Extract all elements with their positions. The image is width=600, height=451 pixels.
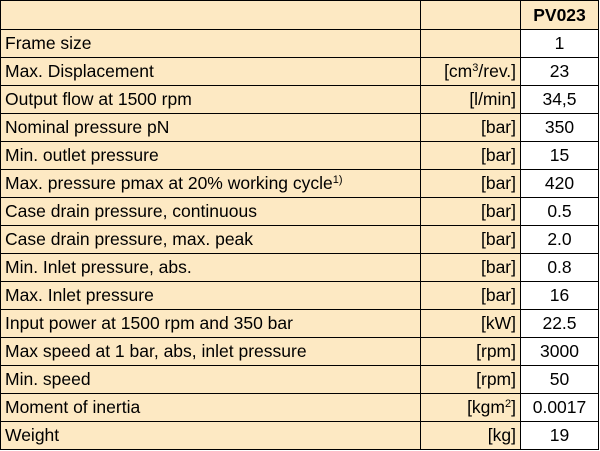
parameter-label: Case drain pressure, max. peak xyxy=(5,229,254,249)
unit-label: [kg] xyxy=(487,425,516,445)
parameter-cell xyxy=(1,86,421,114)
parameter-label: Min. outlet pressure xyxy=(5,145,159,165)
unit-cell xyxy=(421,114,521,142)
unit-cell xyxy=(421,58,521,86)
table-row xyxy=(1,86,599,114)
footnote-marker: 1) xyxy=(332,174,343,186)
table-row xyxy=(1,30,599,58)
unit-exponent: 3 xyxy=(472,62,479,74)
unit-label: [rpm] xyxy=(476,369,516,389)
value-cell: 19 xyxy=(521,422,599,450)
unit-label: [bar] xyxy=(480,201,516,221)
unit-cell xyxy=(421,86,521,114)
unit-exponent: 2 xyxy=(505,398,512,410)
table-row xyxy=(1,310,599,338)
table-row xyxy=(1,58,599,86)
unit-cell xyxy=(421,226,521,254)
header-blank-unit-cell xyxy=(421,1,521,30)
unit-label: [cm xyxy=(444,61,473,81)
parameter-cell xyxy=(1,142,421,170)
table-row xyxy=(1,254,599,282)
table-row xyxy=(1,282,599,310)
value-cell: 1 xyxy=(521,30,599,58)
parameter-label: Max. pressure pmax at 20% working cycle xyxy=(5,173,333,193)
parameter-label: Max. Inlet pressure xyxy=(5,285,154,305)
unit-label: [bar] xyxy=(480,229,516,249)
unit-cell xyxy=(421,198,521,226)
table-row xyxy=(1,394,599,422)
unit-cell xyxy=(421,170,521,198)
value-cell: 0.5 xyxy=(521,198,599,226)
table-row xyxy=(1,198,599,226)
specification-table-body xyxy=(1,1,599,450)
value-cell: 23 xyxy=(521,58,599,86)
header-blank-param-cell xyxy=(1,1,421,30)
parameter-label: Weight xyxy=(5,425,60,445)
value-cell: 420 xyxy=(521,170,599,198)
parameter-cell xyxy=(1,198,421,226)
unit-label: [bar] xyxy=(480,285,516,305)
value-cell: 15 xyxy=(521,142,599,170)
parameter-label: Moment of inertia xyxy=(5,397,141,417)
value-cell: 2.0 xyxy=(521,226,599,254)
unit-cell xyxy=(421,30,521,58)
value-cell: 16 xyxy=(521,282,599,310)
table-row xyxy=(1,114,599,142)
parameter-label: Max. Displacement xyxy=(5,61,154,81)
table-row xyxy=(1,366,599,394)
unit-cell xyxy=(421,142,521,170)
value-cell: 22.5 xyxy=(521,310,599,338)
table-row xyxy=(1,422,599,450)
unit-label: [rpm] xyxy=(476,341,516,361)
unit-label: [l/min] xyxy=(469,89,516,109)
value-cell: 3000 xyxy=(521,338,599,366)
value-cell: 34,5 xyxy=(521,86,599,114)
parameter-label: Output flow at 1500 rpm xyxy=(5,89,192,109)
unit-label: [bar] xyxy=(480,145,516,165)
parameter-label: Input power at 1500 rpm and 350 bar xyxy=(5,313,293,333)
value-cell: 350 xyxy=(521,114,599,142)
parameter-label: Max speed at 1 bar, abs, inlet pressure xyxy=(5,341,307,361)
unit-cell xyxy=(421,254,521,282)
unit-cell xyxy=(421,338,521,366)
parameter-cell xyxy=(1,58,421,86)
value-cell: 0.8 xyxy=(521,254,599,282)
unit-label: [bar] xyxy=(480,173,516,193)
table-row xyxy=(1,338,599,366)
unit-cell xyxy=(421,310,521,338)
parameter-cell xyxy=(1,114,421,142)
unit-cell xyxy=(421,394,521,422)
parameter-cell xyxy=(1,170,421,198)
parameter-label: Min. speed xyxy=(5,369,91,389)
unit-label-suffix: ] xyxy=(511,397,516,417)
table-row xyxy=(1,170,599,198)
model-header-cell: PV023 xyxy=(521,1,599,30)
unit-label: [bar] xyxy=(480,117,516,137)
parameter-cell xyxy=(1,366,421,394)
unit-label-suffix: /rev.] xyxy=(478,61,516,81)
parameter-cell xyxy=(1,30,421,58)
parameter-cell xyxy=(1,310,421,338)
parameter-label: Nominal pressure pN xyxy=(5,117,170,137)
value-cell: 0.0017 xyxy=(521,394,599,422)
parameter-cell xyxy=(1,422,421,450)
value-cell: 50 xyxy=(521,366,599,394)
parameter-cell xyxy=(1,254,421,282)
unit-cell xyxy=(421,366,521,394)
parameter-cell xyxy=(1,282,421,310)
parameter-label: Frame size xyxy=(5,33,92,53)
parameter-cell xyxy=(1,394,421,422)
parameter-label: Min. Inlet pressure, abs. xyxy=(5,257,192,277)
parameter-cell xyxy=(1,226,421,254)
unit-label: [kW] xyxy=(481,313,516,333)
parameter-cell xyxy=(1,338,421,366)
table-header-row xyxy=(1,1,599,30)
unit-cell xyxy=(421,422,521,450)
unit-label: [kgm xyxy=(467,397,505,417)
table-row xyxy=(1,226,599,254)
unit-cell xyxy=(421,282,521,310)
parameter-label: Case drain pressure, continuous xyxy=(5,201,257,221)
unit-label: [bar] xyxy=(480,257,516,277)
table-row xyxy=(1,142,599,170)
